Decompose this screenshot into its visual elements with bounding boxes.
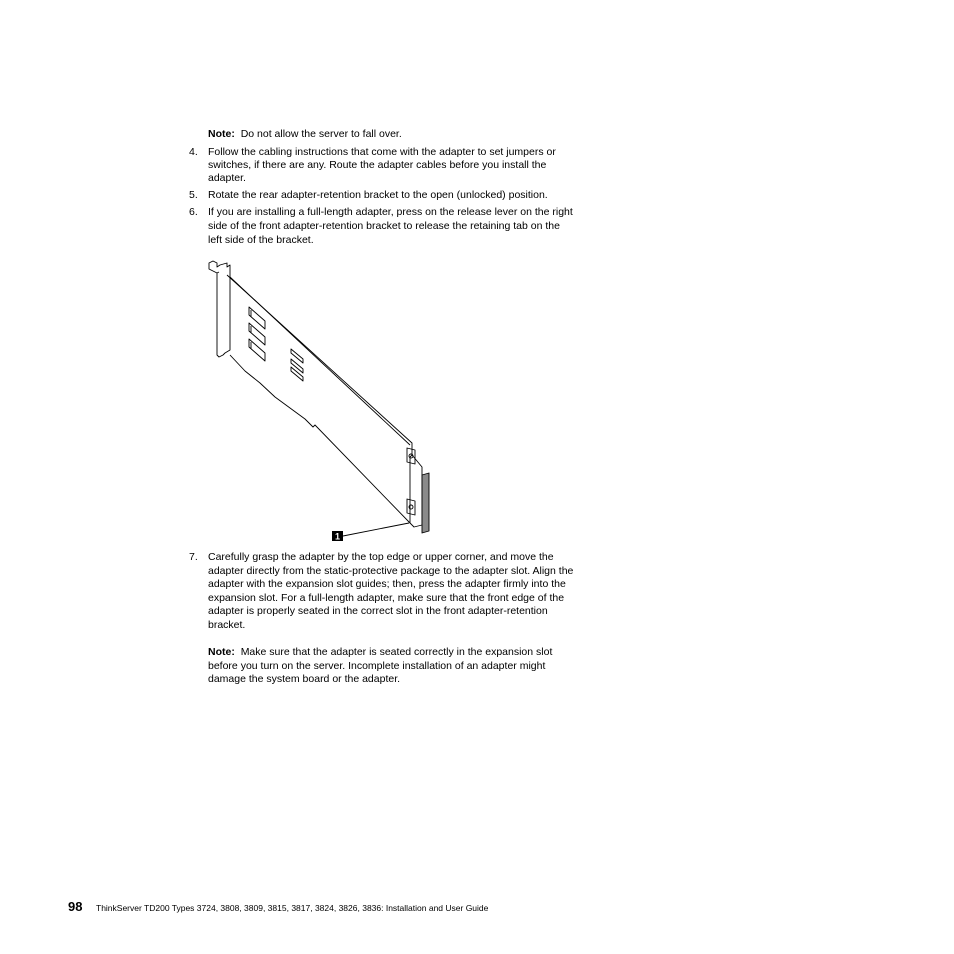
component-3 [291,367,303,381]
step-5-line-1: Rotate the rear adapter-retention bracket to the open (unlocked) position. [208,189,548,201]
page-number: 98 [68,899,83,914]
step-7-line-6: bracket. [208,619,246,631]
note-1 [208,128,402,142]
adapter-drawing [205,255,445,550]
step-6-line-2: side of the front adapter-retention bracket to release the retaining tab on the [208,220,560,232]
note-2-line-2: before you turn on the server. Incomplete installation of an adapter might [208,660,546,672]
note-2-line-3: damage the system board or the adapter. [208,673,401,685]
note-2-label: Note: [208,646,235,658]
step-7-line-4: expansion slot. For a full-length adapter, make sure that the front edge of the [208,592,565,604]
note-1-label: Note: [208,128,235,140]
step-7-line-3: adapter with the expansion slot guides; then, press the adapter firmly into the [208,578,566,590]
note-1-text: Do not allow the server to fall over. [240,128,402,140]
footer-title: ThinkServer TD200 Types 3724, 3808, 3809, 3815, 3817, 3824, 3826, 3836: Installation and User Guide [96,903,489,913]
note-2-line-1 [208,646,552,660]
step-7-line-2: adapter directly from the static-protective package to the adapter slot. Align the [208,565,574,577]
step-7-number: 7. [189,551,198,563]
step-7-line-1: Carefully grasp the adapter by the top edge or upper corner, and move the [208,551,554,563]
callout-leader-line [343,523,409,536]
step-6-line-3: left side of the bracket. [208,234,314,246]
step-4-number: 4. [189,146,198,158]
step-6-line-1: If you are installing a full-length adapter, press on the release lever on the right [208,206,573,218]
retaining-tab [422,473,429,533]
step-4-line-1: Follow the cabling instructions that come with the adapter to set jumpers or [208,146,556,158]
note-2-text-1: Make sure that the adapter is seated correctly in the expansion slot [240,646,553,658]
step-7-line-5: adapter is properly seated in the correct slot in the front adapter-retention [208,605,548,617]
step-4-line-3: adapter. [208,172,246,184]
callout-label: 1 [334,531,341,542]
adapter-illustration [205,255,445,550]
tab-lower-clip [407,499,415,515]
step-5-number: 5. [189,189,198,201]
step-6-number: 6. [189,206,198,218]
step-4-line-2: switches, if there are any. Route the adapter cables before you install the [208,159,547,171]
